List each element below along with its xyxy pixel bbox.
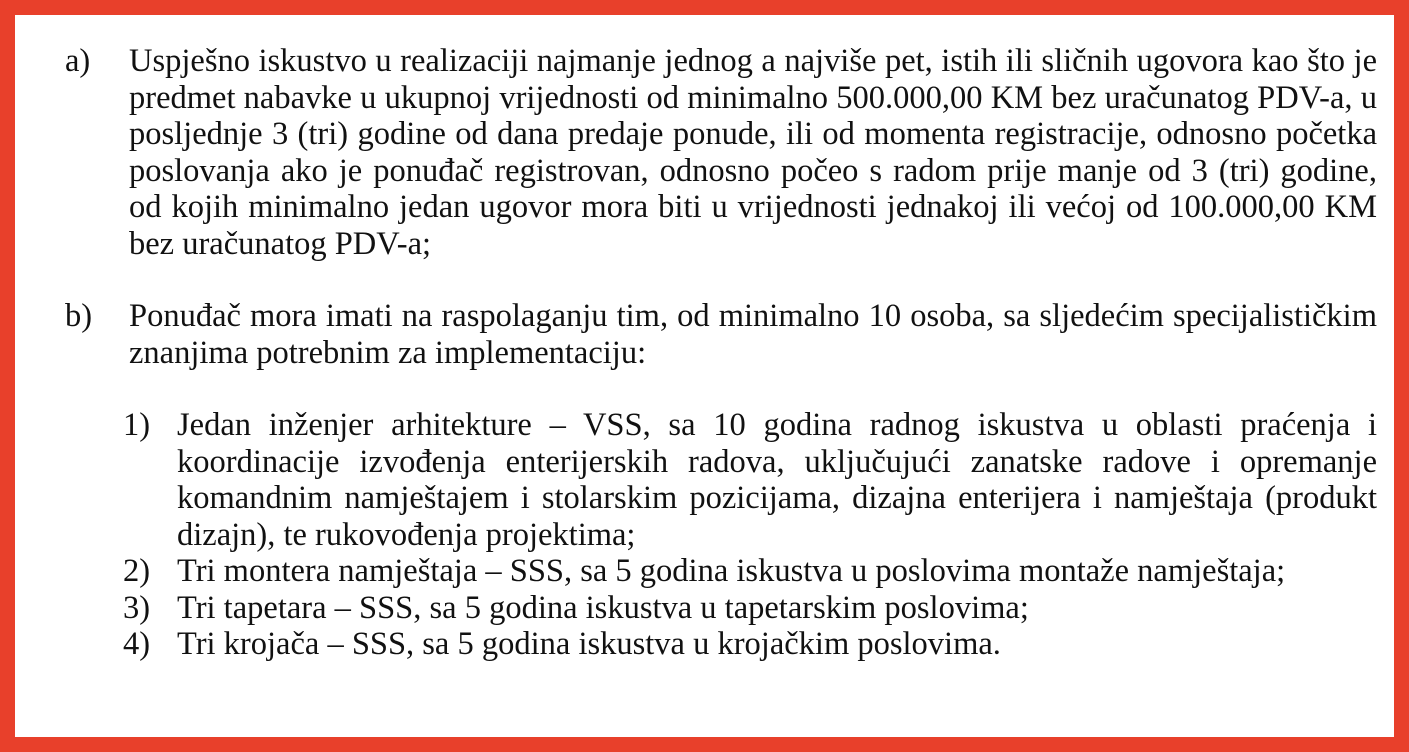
sub-marker-2: 2) [123,553,151,589]
document-body [65,43,1377,663]
sub-item-1 [123,407,1377,553]
list-marker-b: b) [65,298,93,334]
list-item-b [65,298,1377,371]
list-text-b: Ponuđač mora imati na raspolaganju tim, od minimalno 10 osoba, sa sljedećim specijalističkim znanjima potrebnim za implementaciju: [129,298,1377,371]
sub-item-4 [123,626,1377,663]
sub-marker-1: 1) [123,407,151,443]
sub-text-3: Tri tapetara – SSS, sa 5 godina iskustva u tapetarskim poslovima; [177,589,1029,626]
list-text-a: Uspješno iskustvo u realizaciji najmanje jednog a najviše pet, istih ili sličnih ugovora kao što je predmet nabavke u ukupnoj vrijednosti od minimalno 500.000,00 KM bez uračunatog PDV-a, u posljednje 3 (tri) godine od dana predaje ponude, ili od momenta registracije, odnosno početka poslovanja ako je ponuđač registrovan, odnosno počeo s radom prije manje od 3 (tri) godine, od kojih minimalno jedan ugovor mora biti u vrijednosti jednakoj ili većoj od 100.000,00 KM bez uračunatog PDV-a; [129,43,1377,262]
sub-text-2: Tri montera namještaja – SSS, sa 5 godina iskustva u poslovima montaže namještaja; [177,553,1286,589]
sub-item-3 [123,589,1377,627]
list-marker-a: a) [65,43,91,79]
sub-marker-3: 3) [123,589,151,626]
sub-item-2 [123,553,1377,590]
sub-marker-4: 4) [123,626,151,662]
list-item-a [65,43,1377,262]
sub-text-1: Jedan inženjer arhitekture – VSS, sa 10 godina radnog iskustva u oblasti praćenja i koordinacije izvođenja enterijerskih radova, uključujući zanatske radove i opremanje komandnim namještajem i stolarskim pozicijama, dizajna enterijera i namještaja (produkt dizajn), te rukovođenja projektima; [177,407,1377,553]
team-requirements-list [123,407,1377,663]
sub-text-4: Tri krojača – SSS, sa 5 godina iskustva u krojačkim poslovima. [177,626,1001,662]
